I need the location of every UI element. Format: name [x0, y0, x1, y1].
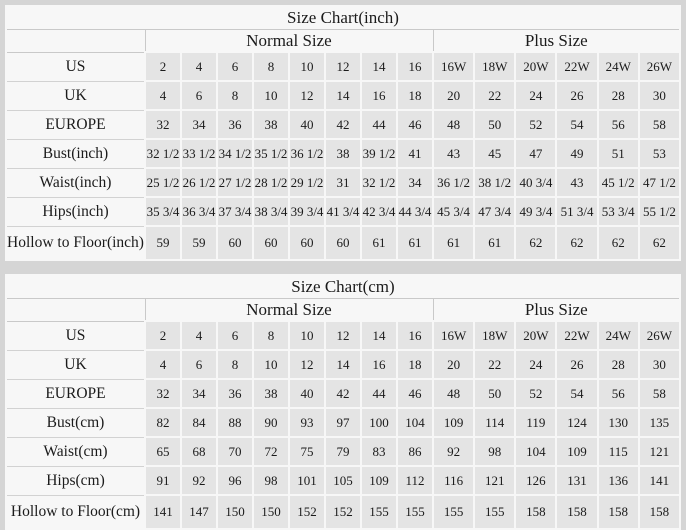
- table-row: [6, 321, 680, 350]
- size-value: 119: [515, 408, 556, 437]
- size-value: 14: [361, 52, 397, 81]
- table-row: [6, 437, 680, 466]
- size-value: 4: [181, 52, 217, 81]
- size-value: 112: [397, 466, 433, 495]
- size-value: 16: [397, 52, 433, 81]
- size-value: 115: [598, 437, 639, 466]
- row-label: Bust(inch): [6, 139, 145, 168]
- size-value: 31: [325, 168, 361, 197]
- size-value: 32 1/2: [361, 168, 397, 197]
- table-row: [6, 226, 680, 260]
- size-value: 72: [253, 437, 289, 466]
- size-value: 92: [181, 466, 217, 495]
- size-value: 135: [639, 408, 680, 437]
- size-value: 12: [289, 81, 325, 110]
- table-row: [6, 52, 680, 81]
- size-value: 18: [397, 81, 433, 110]
- size-value: 48: [433, 110, 474, 139]
- size-value: 32: [145, 379, 181, 408]
- size-value: 14: [325, 81, 361, 110]
- size-value: 70: [217, 437, 253, 466]
- size-value: 158: [556, 495, 597, 529]
- size-value: 45 1/2: [598, 168, 639, 197]
- size-value: 18: [397, 350, 433, 379]
- size-value: 54: [556, 110, 597, 139]
- row-label: Hollow to Floor(cm): [6, 495, 145, 529]
- size-value: 152: [325, 495, 361, 529]
- size-value: 47 3/4: [474, 197, 515, 226]
- table-row: [6, 408, 680, 437]
- size-value: 34 1/2: [217, 139, 253, 168]
- size-value: 16: [361, 350, 397, 379]
- size-value: 60: [217, 226, 253, 260]
- size-value: 14: [361, 321, 397, 350]
- size-value: 126: [515, 466, 556, 495]
- size-value: 14: [325, 350, 361, 379]
- size-value: 26: [556, 350, 597, 379]
- size-chart-inch-table: [5, 5, 681, 261]
- size-value: 61: [474, 226, 515, 260]
- size-value: 52: [515, 110, 556, 139]
- size-value: 2: [145, 52, 181, 81]
- size-value: 26: [556, 81, 597, 110]
- size-value: 124: [556, 408, 597, 437]
- table-row: [6, 81, 680, 110]
- size-value: 32 1/2: [145, 139, 181, 168]
- size-value: 24W: [598, 321, 639, 350]
- size-value: 24W: [598, 52, 639, 81]
- size-value: 61: [361, 226, 397, 260]
- size-value: 49: [556, 139, 597, 168]
- size-value: 38 3/4: [253, 197, 289, 226]
- size-value: 62: [556, 226, 597, 260]
- size-value: 43: [556, 168, 597, 197]
- size-value: 59: [145, 226, 181, 260]
- size-value: 121: [639, 437, 680, 466]
- size-value: 4: [145, 350, 181, 379]
- size-value: 42: [325, 379, 361, 408]
- size-value: 62: [639, 226, 680, 260]
- size-value: 42 3/4: [361, 197, 397, 226]
- size-value: 152: [289, 495, 325, 529]
- size-value: 36 1/2: [433, 168, 474, 197]
- size-value: 30: [639, 81, 680, 110]
- column-group-label: Normal Size: [145, 299, 433, 322]
- table-row: [6, 197, 680, 226]
- size-value: 65: [145, 437, 181, 466]
- size-value: 8: [217, 81, 253, 110]
- size-value: 2: [145, 321, 181, 350]
- size-value: 116: [433, 466, 474, 495]
- size-value: 20W: [515, 52, 556, 81]
- size-value: 18W: [474, 321, 515, 350]
- size-value: 61: [433, 226, 474, 260]
- size-value: 150: [217, 495, 253, 529]
- size-value: 155: [361, 495, 397, 529]
- size-value: 22: [474, 350, 515, 379]
- row-label: US: [6, 52, 145, 81]
- size-value: 109: [556, 437, 597, 466]
- size-value: 4: [145, 81, 181, 110]
- size-value: 45 3/4: [433, 197, 474, 226]
- size-value: 24: [515, 350, 556, 379]
- size-value: 155: [397, 495, 433, 529]
- size-value: 8: [253, 52, 289, 81]
- size-value: 41 3/4: [325, 197, 361, 226]
- size-value: 56: [598, 379, 639, 408]
- size-value: 60: [325, 226, 361, 260]
- size-value: 41: [397, 139, 433, 168]
- size-value: 59: [181, 226, 217, 260]
- size-value: 92: [433, 437, 474, 466]
- size-value: 52: [515, 379, 556, 408]
- size-value: 38 1/2: [474, 168, 515, 197]
- size-value: 105: [325, 466, 361, 495]
- table-row: [6, 466, 680, 495]
- size-value: 16: [397, 321, 433, 350]
- size-value: 56: [598, 110, 639, 139]
- size-value: 20W: [515, 321, 556, 350]
- size-value: 18W: [474, 52, 515, 81]
- size-value: 27 1/2: [217, 168, 253, 197]
- size-value: 91: [145, 466, 181, 495]
- size-value: 62: [598, 226, 639, 260]
- size-value: 51: [598, 139, 639, 168]
- table-row: [6, 139, 680, 168]
- size-value: 50: [474, 379, 515, 408]
- size-value: 86: [397, 437, 433, 466]
- size-value: 58: [639, 110, 680, 139]
- size-value: 43: [433, 139, 474, 168]
- size-value: 44 3/4: [397, 197, 433, 226]
- size-value: 46: [397, 379, 433, 408]
- size-value: 158: [515, 495, 556, 529]
- size-value: 75: [289, 437, 325, 466]
- column-group-label: Plus Size: [433, 30, 680, 53]
- size-value: 10: [253, 350, 289, 379]
- size-value: 20: [433, 81, 474, 110]
- table-title: Size Chart(cm): [6, 275, 680, 299]
- size-value: 97: [325, 408, 361, 437]
- size-value: 44: [361, 110, 397, 139]
- column-group-label: Normal Size: [145, 30, 433, 53]
- size-value: 83: [361, 437, 397, 466]
- table-row: [6, 495, 680, 529]
- size-value: 22W: [556, 52, 597, 81]
- row-label: Bust(cm): [6, 408, 145, 437]
- size-value: 158: [639, 495, 680, 529]
- size-value: 98: [474, 437, 515, 466]
- size-value: 6: [217, 321, 253, 350]
- table-row: [6, 110, 680, 139]
- size-value: 37 3/4: [217, 197, 253, 226]
- size-value: 35 3/4: [145, 197, 181, 226]
- size-value: 30: [639, 350, 680, 379]
- size-chart-cm-table: [5, 274, 681, 530]
- size-value: 61: [397, 226, 433, 260]
- size-value: 39 1/2: [361, 139, 397, 168]
- size-value: 68: [181, 437, 217, 466]
- size-value: 28: [598, 81, 639, 110]
- size-value: 62: [515, 226, 556, 260]
- column-group-label: Plus Size: [433, 299, 680, 322]
- size-value: 131: [556, 466, 597, 495]
- size-value: 34: [181, 379, 217, 408]
- row-label: US: [6, 321, 145, 350]
- size-value: 104: [397, 408, 433, 437]
- size-value: 16: [361, 81, 397, 110]
- size-value: 60: [253, 226, 289, 260]
- size-value: 26 1/2: [181, 168, 217, 197]
- size-value: 82: [145, 408, 181, 437]
- size-value: 38: [253, 379, 289, 408]
- size-value: 147: [181, 495, 217, 529]
- size-value: 38: [325, 139, 361, 168]
- row-label: UK: [6, 350, 145, 379]
- size-value: 26W: [639, 52, 680, 81]
- corner-cell: [6, 299, 145, 322]
- size-value: 121: [474, 466, 515, 495]
- size-value: 90: [253, 408, 289, 437]
- size-value: 104: [515, 437, 556, 466]
- size-value: 155: [433, 495, 474, 529]
- size-value: 6: [181, 350, 217, 379]
- size-value: 109: [433, 408, 474, 437]
- size-value: 130: [598, 408, 639, 437]
- row-label: Hips(inch): [6, 197, 145, 226]
- size-value: 88: [217, 408, 253, 437]
- size-value: 47 1/2: [639, 168, 680, 197]
- size-value: 25 1/2: [145, 168, 181, 197]
- size-value: 10: [289, 52, 325, 81]
- size-value: 42: [325, 110, 361, 139]
- size-value: 84: [181, 408, 217, 437]
- size-value: 36 1/2: [289, 139, 325, 168]
- row-label: Waist(cm): [6, 437, 145, 466]
- row-label: Hips(cm): [6, 466, 145, 495]
- size-value: 44: [361, 379, 397, 408]
- size-value: 45: [474, 139, 515, 168]
- size-value: 141: [639, 466, 680, 495]
- size-value: 150: [253, 495, 289, 529]
- size-value: 141: [145, 495, 181, 529]
- table-row: [6, 379, 680, 408]
- row-label: Hollow to Floor(inch): [6, 226, 145, 260]
- size-value: 39 3/4: [289, 197, 325, 226]
- size-value: 12: [325, 52, 361, 81]
- size-value: 16W: [433, 52, 474, 81]
- size-value: 40: [289, 379, 325, 408]
- row-label: UK: [6, 81, 145, 110]
- size-value: 8: [217, 350, 253, 379]
- size-value: 46: [397, 110, 433, 139]
- corner-cell: [6, 30, 145, 53]
- row-label: Waist(inch): [6, 168, 145, 197]
- row-label: EUROPE: [6, 379, 145, 408]
- size-value: 109: [361, 466, 397, 495]
- size-value: 60: [289, 226, 325, 260]
- size-value: 36 3/4: [181, 197, 217, 226]
- size-value: 55 1/2: [639, 197, 680, 226]
- size-value: 79: [325, 437, 361, 466]
- table-title: Size Chart(inch): [6, 6, 680, 30]
- size-value: 101: [289, 466, 325, 495]
- size-value: 53 3/4: [598, 197, 639, 226]
- size-value: 155: [474, 495, 515, 529]
- size-value: 53: [639, 139, 680, 168]
- size-value: 20: [433, 350, 474, 379]
- size-value: 136: [598, 466, 639, 495]
- size-value: 12: [325, 321, 361, 350]
- size-value: 28: [598, 350, 639, 379]
- size-value: 6: [181, 81, 217, 110]
- size-value: 24: [515, 81, 556, 110]
- size-value: 32: [145, 110, 181, 139]
- size-value: 93: [289, 408, 325, 437]
- size-value: 50: [474, 110, 515, 139]
- size-value: 26W: [639, 321, 680, 350]
- size-value: 6: [217, 52, 253, 81]
- size-value: 36: [217, 379, 253, 408]
- size-value: 36: [217, 110, 253, 139]
- size-value: 47: [515, 139, 556, 168]
- size-value: 4: [181, 321, 217, 350]
- row-label: EUROPE: [6, 110, 145, 139]
- size-value: 10: [289, 321, 325, 350]
- size-value: 22: [474, 81, 515, 110]
- size-value: 38: [253, 110, 289, 139]
- size-value: 40 3/4: [515, 168, 556, 197]
- table-row: [6, 350, 680, 379]
- size-value: 49 3/4: [515, 197, 556, 226]
- size-value: 34: [181, 110, 217, 139]
- size-value: 48: [433, 379, 474, 408]
- size-value: 8: [253, 321, 289, 350]
- size-value: 12: [289, 350, 325, 379]
- size-value: 16W: [433, 321, 474, 350]
- size-value: 28 1/2: [253, 168, 289, 197]
- size-value: 54: [556, 379, 597, 408]
- table-row: [6, 168, 680, 197]
- size-value: 34: [397, 168, 433, 197]
- size-value: 100: [361, 408, 397, 437]
- size-value: 10: [253, 81, 289, 110]
- size-value: 58: [639, 379, 680, 408]
- size-value: 51 3/4: [556, 197, 597, 226]
- size-value: 29 1/2: [289, 168, 325, 197]
- size-value: 35 1/2: [253, 139, 289, 168]
- size-value: 40: [289, 110, 325, 139]
- size-value: 33 1/2: [181, 139, 217, 168]
- size-value: 98: [253, 466, 289, 495]
- size-value: 114: [474, 408, 515, 437]
- size-value: 96: [217, 466, 253, 495]
- size-value: 158: [598, 495, 639, 529]
- size-value: 22W: [556, 321, 597, 350]
